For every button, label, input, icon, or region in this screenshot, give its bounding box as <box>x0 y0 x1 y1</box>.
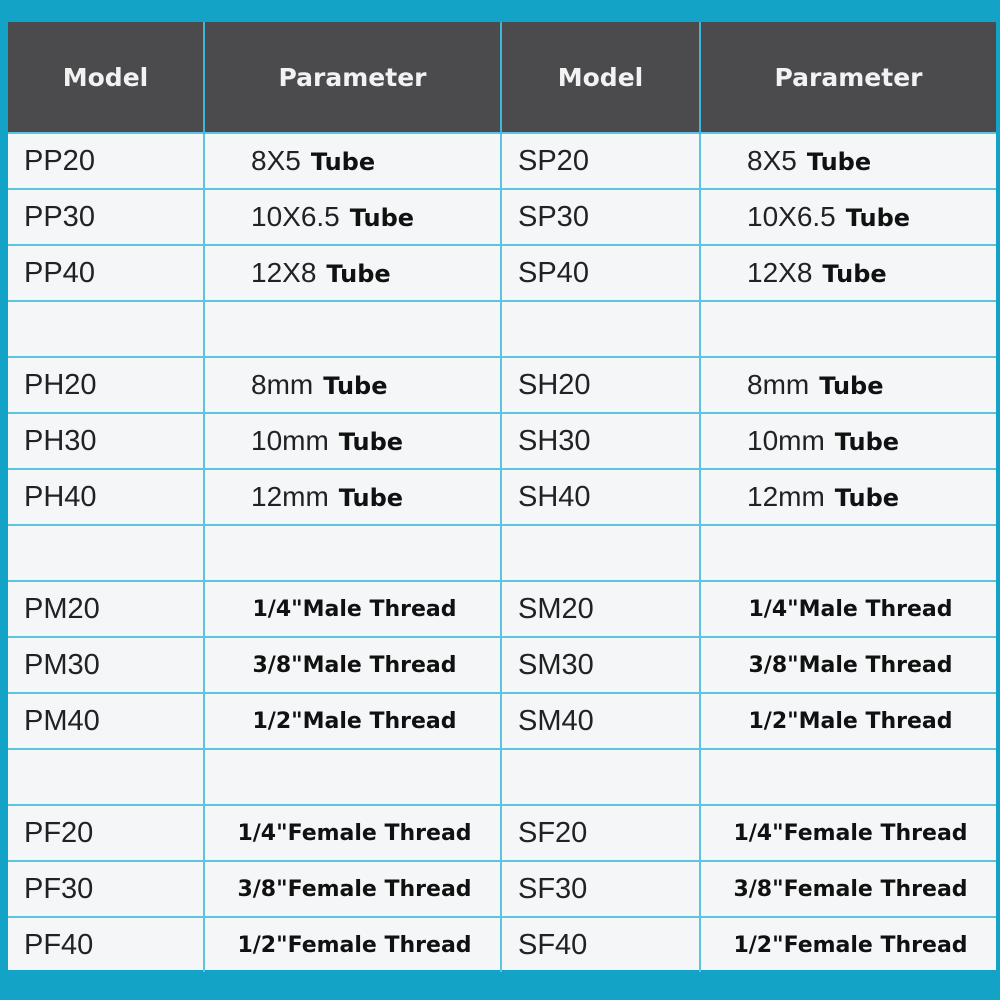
parameter-cell: 1/2"Female Thread <box>700 917 996 972</box>
parameter-cell: 1/2"Female Thread <box>204 917 501 972</box>
parameter-cell <box>204 133 501 189</box>
table-row <box>8 917 996 972</box>
parameter-cell <box>700 133 996 189</box>
dimension: 8X5 <box>251 145 301 176</box>
empty-cell <box>700 525 996 581</box>
parameter-cell: 1/4"Female Thread <box>204 805 501 861</box>
unit: Tube <box>326 260 391 288</box>
spacer-row <box>8 749 996 805</box>
spacer-row <box>8 301 996 357</box>
table-row <box>8 357 996 413</box>
model-cell: SH40 <box>501 469 700 525</box>
parameter-cell <box>700 189 996 245</box>
parameter-cell: 1/4"Female Thread <box>700 805 996 861</box>
model-cell: SM40 <box>501 693 700 749</box>
dimension: 12mm <box>747 481 825 512</box>
parameter-cell: 1/4"Male Thread <box>204 581 501 637</box>
dimension: 8mm <box>747 369 810 400</box>
parameter-cell: 3/8"Female Thread <box>700 861 996 917</box>
model-cell: PH40 <box>8 469 204 525</box>
table-row <box>8 133 996 189</box>
dimension: 10X6.5 <box>747 201 836 232</box>
dimension: 12mm <box>251 481 329 512</box>
model-cell: SP30 <box>501 189 700 245</box>
parameter-cell <box>204 357 501 413</box>
unit: Tube <box>845 204 911 232</box>
empty-cell <box>8 749 204 805</box>
table-row <box>8 469 996 525</box>
table-row <box>8 861 996 917</box>
header-row <box>8 22 996 133</box>
model-cell: PF30 <box>8 861 204 917</box>
model-cell: SM30 <box>501 637 700 693</box>
parameter-cell <box>700 357 996 413</box>
model-cell: SP40 <box>501 245 700 301</box>
table-row <box>8 189 996 245</box>
parameter-cell <box>700 413 996 469</box>
spec-table-frame <box>8 22 996 970</box>
model-cell: SM20 <box>501 581 700 637</box>
model-cell: PM40 <box>8 693 204 749</box>
parameter-cell <box>204 189 501 245</box>
empty-cell <box>501 525 700 581</box>
unit: Tube <box>822 260 887 288</box>
parameter-cell <box>700 469 996 525</box>
table-row <box>8 637 996 693</box>
table-row <box>8 805 996 861</box>
empty-cell <box>204 749 501 805</box>
empty-cell <box>700 749 996 805</box>
empty-cell <box>8 525 204 581</box>
table-row <box>8 581 996 637</box>
unit: Tube <box>349 204 415 232</box>
dimension: 10mm <box>747 425 825 456</box>
unit: Tube <box>323 372 388 400</box>
dimension: 8mm <box>251 369 314 400</box>
header-parameter-right: Parameter <box>700 22 996 133</box>
spec-table <box>8 22 996 972</box>
model-cell: PH30 <box>8 413 204 469</box>
header-model-left: Model <box>8 22 204 133</box>
model-cell: SH20 <box>501 357 700 413</box>
dimension: 8X5 <box>747 145 797 176</box>
empty-cell <box>204 525 501 581</box>
unit: Tube <box>819 372 884 400</box>
empty-cell <box>8 301 204 357</box>
parameter-cell: 1/2"Male Thread <box>700 693 996 749</box>
parameter-cell: 3/8"Male Thread <box>700 637 996 693</box>
model-cell: SP20 <box>501 133 700 189</box>
model-cell: PM20 <box>8 581 204 637</box>
dimension: 10mm <box>251 425 329 456</box>
model-cell: SF20 <box>501 805 700 861</box>
dimension: 10X6.5 <box>251 201 340 232</box>
model-cell: SF30 <box>501 861 700 917</box>
table-row <box>8 413 996 469</box>
parameter-cell: 3/8"Male Thread <box>204 637 501 693</box>
model-cell: PP20 <box>8 133 204 189</box>
empty-cell <box>501 301 700 357</box>
header-parameter-left: Parameter <box>204 22 501 133</box>
model-cell: SF40 <box>501 917 700 972</box>
parameter-cell <box>204 245 501 301</box>
model-cell: PP40 <box>8 245 204 301</box>
unit: Tube <box>310 148 376 176</box>
empty-cell <box>501 749 700 805</box>
unit: Tube <box>834 428 900 456</box>
parameter-cell <box>700 245 996 301</box>
parameter-cell: 1/4"Male Thread <box>700 581 996 637</box>
unit: Tube <box>806 148 872 176</box>
model-cell: PM30 <box>8 637 204 693</box>
model-cell: PP30 <box>8 189 204 245</box>
model-cell: PF40 <box>8 917 204 972</box>
unit: Tube <box>834 484 900 512</box>
header-model-right: Model <box>501 22 700 133</box>
empty-cell <box>204 301 501 357</box>
dimension: 12X8 <box>251 257 317 288</box>
model-cell: PF20 <box>8 805 204 861</box>
parameter-cell: 1/2"Male Thread <box>204 693 501 749</box>
model-cell: SH30 <box>501 413 700 469</box>
empty-cell <box>700 301 996 357</box>
parameter-cell <box>204 469 501 525</box>
unit: Tube <box>338 428 404 456</box>
spacer-row <box>8 525 996 581</box>
parameter-cell <box>204 413 501 469</box>
table-row <box>8 245 996 301</box>
dimension: 12X8 <box>747 257 813 288</box>
parameter-cell: 3/8"Female Thread <box>204 861 501 917</box>
table-row <box>8 693 996 749</box>
model-cell: PH20 <box>8 357 204 413</box>
unit: Tube <box>338 484 404 512</box>
